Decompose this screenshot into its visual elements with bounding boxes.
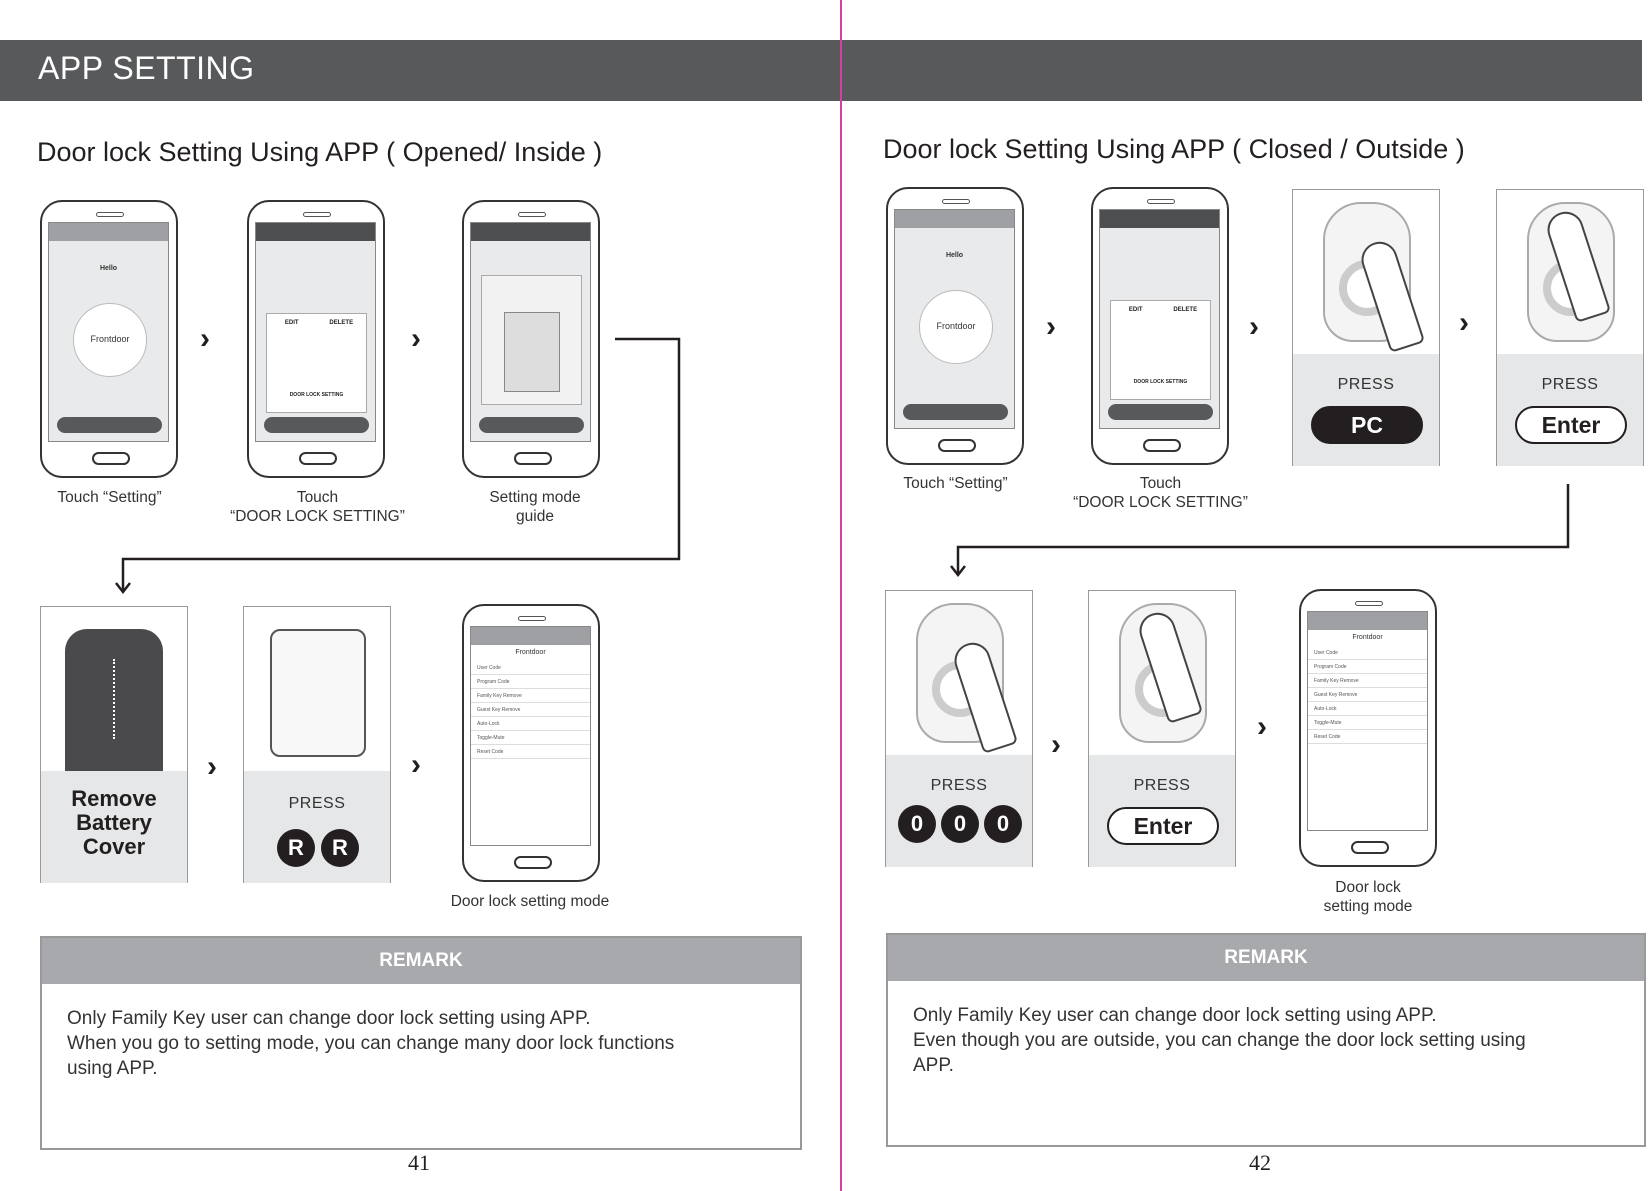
phone-door-lock-setting-mode — [462, 604, 600, 882]
chevron-right-icon: › — [200, 322, 210, 355]
delete-option: DELETE — [1173, 307, 1198, 313]
phone-speaker — [96, 212, 124, 217]
chevron-right-icon: › — [1257, 710, 1267, 743]
list-item: Family Key Remove — [1308, 674, 1427, 688]
list-item: Program Code — [1308, 660, 1427, 674]
caption-door-lock-setting-mode — [1298, 878, 1438, 916]
phone-screen — [894, 209, 1015, 429]
remark-line: When you go to setting mode, you can change many door lock functions — [67, 1033, 675, 1054]
app-title-bar — [1100, 210, 1219, 228]
list-item: Toggle-Mute — [1308, 716, 1427, 730]
screen-hello: Hello — [99, 265, 118, 272]
caption-line: guide — [516, 508, 554, 525]
caption-touch-setting: Touch “Setting” — [57, 489, 162, 506]
caption-line: “DOOR LOCK SETTING” — [230, 508, 405, 525]
label-line: Cover — [82, 834, 146, 859]
label-line: Battery — [76, 810, 152, 835]
door-circle — [919, 290, 993, 364]
chevron-right-icon: › — [1459, 306, 1469, 339]
phone-home-button — [938, 439, 976, 452]
chevron-right-icon: › — [1051, 728, 1061, 761]
caption-line: setting mode — [1323, 898, 1413, 915]
press-label: PRESS — [930, 777, 988, 794]
chevron-right-icon: › — [411, 748, 421, 781]
list-item: Reset Code — [1308, 730, 1427, 744]
list-item: Guest Key Remove — [471, 703, 590, 717]
app-title-bar — [49, 223, 168, 241]
remark-title: REMARK — [888, 935, 1644, 981]
key-r: R — [321, 829, 359, 867]
slide-arrow-icon — [113, 659, 115, 739]
remove-battery-cover-label — [41, 787, 187, 859]
phone-screen — [1307, 611, 1428, 831]
remark-line: Only Family Key user can change door lock setting using APP. — [67, 1008, 591, 1029]
list-item: Reset Code — [471, 745, 590, 759]
panel-label-area — [1497, 354, 1643, 466]
edit-option: EDIT — [284, 320, 299, 326]
caption-door-lock-setting-mode: Door lock setting mode — [450, 893, 610, 910]
list-item: Guest Key Remove — [1308, 688, 1427, 702]
door-lock-setting-option: DOOR LOCK SETTING — [1133, 379, 1188, 385]
panel-label-area — [1089, 755, 1235, 867]
screen-hello: Hello — [945, 252, 964, 259]
panel-label-area — [1293, 354, 1439, 466]
phone-speaker — [518, 212, 546, 217]
flow-connector-arrow — [950, 482, 1575, 582]
settings-door-name: Frontdoor — [1352, 634, 1383, 641]
battery-compartment-illustration — [270, 629, 366, 757]
phone-screen — [470, 626, 591, 846]
settings-list — [471, 661, 590, 846]
remark-line: APP. — [913, 1055, 954, 1076]
left-section-title: Door lock Setting Using APP ( Opened/ Inside ) — [37, 137, 603, 167]
right-section-title: Door lock Setting Using APP ( Closed / Outside ) — [883, 134, 1465, 164]
phone-home-button — [1143, 439, 1181, 452]
list-item: User Code — [471, 661, 590, 675]
key-zero: 0 — [941, 805, 979, 843]
list-item: User Code — [1308, 646, 1427, 660]
press-r-r-panel — [243, 606, 391, 883]
remark-text — [67, 1006, 674, 1081]
phone-home-screen — [886, 187, 1024, 465]
press-label: PRESS — [1541, 376, 1599, 393]
phone-speaker — [1147, 199, 1175, 204]
key-pc: PC — [1311, 406, 1423, 444]
phone-speaker — [942, 199, 970, 204]
press-label: PRESS — [288, 795, 346, 812]
chevron-right-icon: › — [1046, 310, 1056, 343]
settings-door-name: Frontdoor — [515, 649, 546, 656]
caption-line: Touch — [296, 489, 339, 506]
press-enter-panel-2 — [1088, 590, 1236, 867]
door-options-card — [1110, 300, 1211, 400]
app-title-bar — [471, 223, 590, 241]
panel-label-area — [886, 755, 1032, 867]
app-title-bar — [895, 210, 1014, 228]
app-tab-bar — [1108, 404, 1213, 420]
remark-line: Only Family Key user can change door lock setting using APP. — [913, 1005, 1437, 1026]
press-label: PRESS — [1337, 376, 1395, 393]
list-item: Auto-Lock — [1308, 702, 1427, 716]
left-remark-box — [40, 936, 802, 1150]
flow-connector-arrow — [115, 335, 685, 600]
phone-home-button — [1351, 841, 1389, 854]
remark-text — [913, 1003, 1526, 1078]
remark-line: Even though you are outside, you can change the door lock setting using — [913, 1030, 1526, 1051]
app-title-bar — [256, 223, 375, 241]
list-item: Auto-Lock — [471, 717, 590, 731]
press-000-panel — [885, 590, 1033, 867]
chevron-right-icon: › — [207, 750, 217, 783]
caption-line: Touch — [1139, 475, 1182, 492]
page-number-right: 42 — [1249, 1150, 1271, 1175]
phone-screen — [1099, 209, 1220, 429]
key-enter: Enter — [1515, 406, 1627, 444]
page-number-left: 41 — [408, 1150, 430, 1175]
remove-battery-cover-panel — [40, 606, 188, 883]
phone-speaker — [1355, 601, 1383, 606]
key-r: R — [277, 829, 315, 867]
door-name: Frontdoor — [936, 321, 976, 331]
list-item: Toggle-Mute — [471, 731, 590, 745]
phone-door-lock-setting-mode — [1299, 589, 1437, 867]
caption-touch-setting: Touch “Setting” — [903, 475, 1008, 492]
settings-list — [1308, 646, 1427, 831]
right-remark-box — [886, 933, 1646, 1147]
panel-label-area — [244, 771, 390, 883]
press-enter-panel — [1496, 189, 1644, 466]
page-title: APP SETTING — [38, 50, 255, 86]
label-line: Remove — [71, 786, 157, 811]
press-label: PRESS — [1133, 777, 1191, 794]
chevron-right-icon: › — [1249, 310, 1259, 343]
list-item: Program Code — [471, 675, 590, 689]
key-zero: 0 — [984, 805, 1022, 843]
chevron-right-icon: › — [411, 322, 421, 355]
edit-option: EDIT — [1128, 307, 1143, 313]
app-title-bar — [1308, 612, 1427, 630]
door-lock-setting-option: DOOR LOCK SETTING — [289, 392, 344, 398]
caption-line: Setting mode — [489, 489, 581, 506]
page-spine-divider — [840, 0, 842, 1191]
battery-cover-illustration — [65, 629, 163, 771]
delete-option: DELETE — [329, 320, 354, 326]
caption-line: “DOOR LOCK SETTING” — [1073, 494, 1248, 511]
remark-line: using APP. — [67, 1058, 158, 1079]
panel-label-area — [41, 771, 187, 883]
key-enter: Enter — [1107, 807, 1219, 845]
phone-edit-popup — [1091, 187, 1229, 465]
remark-title: REMARK — [42, 938, 800, 984]
door-name: Frontdoor — [90, 334, 130, 344]
phone-speaker — [303, 212, 331, 217]
key-zero: 0 — [898, 805, 936, 843]
press-pc-panel — [1292, 189, 1440, 466]
phone-speaker — [518, 616, 546, 621]
caption-line: Door lock — [1335, 879, 1401, 896]
phone-home-button — [514, 856, 552, 869]
list-item: Family Key Remove — [471, 689, 590, 703]
app-title-bar — [471, 627, 590, 645]
app-tab-bar — [903, 404, 1008, 420]
